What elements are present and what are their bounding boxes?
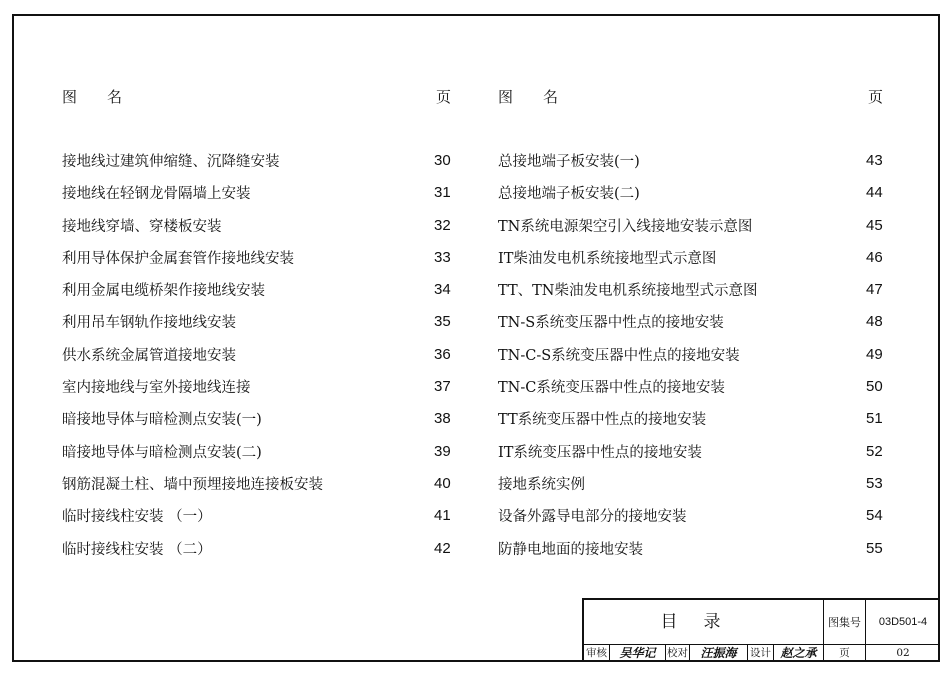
toc-entry-title: 总接地端子板安装(二) — [498, 186, 640, 203]
toc-entry-title: TN-C系统变压器中性点的接地安装 — [498, 380, 725, 397]
check-signature: 汪振海 — [690, 645, 748, 662]
toc-entry-page: 33 — [434, 248, 451, 266]
toc-entry-page: 49 — [866, 345, 883, 363]
toc-entry-page: 30 — [434, 152, 451, 169]
toc-entry-title: 临时接线柱安装 （一） — [62, 509, 212, 526]
toc-entry-title: IT柴油发电机系统接地型式示意图 — [498, 250, 717, 267]
toc-entry-title: 暗接地导体与暗检测点安装(一) — [62, 412, 262, 429]
page-label: 页 — [824, 645, 866, 662]
toc-entry-page: 46 — [866, 248, 883, 266]
toc-entry-page: 48 — [866, 313, 883, 331]
toc-entry-title: TN系统电源架空引入线接地安装示意图 — [498, 218, 753, 235]
toc-entry-page: 53 — [866, 474, 883, 492]
toc-entry-title: 接地线过建筑伸缩缝、沉降缝安装 — [62, 154, 280, 170]
design-signature: 赵之承 — [774, 645, 824, 662]
toc-entry-page: 35 — [434, 313, 451, 331]
toc-entry-title: 暗接地导体与暗检测点安装(二) — [62, 444, 262, 461]
toc-entry-title: 总接地端子板安装(一) — [498, 154, 640, 170]
toc-entry-page: 38 — [434, 410, 451, 428]
toc-entry-title: IT系统变压器中性点的接地安装 — [498, 444, 702, 461]
toc-entry-title: 临时接线柱安装 （二） — [62, 541, 212, 558]
toc-entry-title: 室内接地线与室外接地线连接 — [62, 380, 251, 397]
toc-entry-page: 34 — [434, 281, 451, 299]
toc-entry-title: 利用吊车钢轨作接地线安装 — [62, 315, 236, 332]
page-number: 02 — [896, 647, 910, 659]
toc-entry-page: 39 — [434, 442, 451, 460]
toc-entry-page: 52 — [866, 442, 883, 460]
toc-entry-page: 41 — [434, 507, 451, 525]
toc-entry-page: 37 — [434, 378, 451, 396]
toc-entry-page: 44 — [866, 184, 883, 202]
toc-entry-page: 36 — [434, 345, 451, 363]
toc-entry-page: 55 — [866, 539, 883, 557]
atlas-number-label: 图集号 — [824, 600, 866, 645]
header-name-right: 图名 — [498, 88, 589, 106]
toc-entry-title: 设备外露导电部分的接地安装 — [498, 509, 687, 526]
toc-entry-title: 接地系统实例 — [498, 476, 585, 493]
toc-entry-page: 51 — [866, 410, 883, 428]
atlas-number: 03D501-4 — [866, 600, 940, 645]
title-block — [582, 598, 940, 662]
title-block-title: 目录 — [584, 600, 824, 645]
header-page-left: 页 — [436, 88, 452, 106]
signature-row — [584, 645, 940, 662]
toc-entry-page: 42 — [434, 539, 451, 557]
toc-entry-page: 54 — [866, 507, 883, 525]
toc-entry-page: 32 — [434, 216, 451, 234]
toc-entry-title: 钢筋混凝土柱、墙中预埋接地连接板安装 — [62, 476, 323, 493]
toc-entry-title: TT、TN柴油发电机系统接地型式示意图 — [498, 283, 758, 300]
header-page-right: 页 — [868, 88, 884, 106]
check-label: 校对 — [666, 645, 690, 662]
toc-entry-title: TT系统变压器中性点的接地安装 — [498, 412, 707, 429]
toc-entry-title: TN-S系统变压器中性点的接地安装 — [498, 315, 724, 332]
toc-entry-page: 40 — [434, 474, 451, 492]
toc-entry-title: TN-C-S系统变压器中性点的接地安装 — [498, 347, 740, 364]
toc-entry-page: 50 — [866, 378, 883, 396]
toc-entry-title: 防静电地面的接地安装 — [498, 541, 643, 558]
toc-entry-title: 利用金属电缆桥架作接地线安装 — [62, 283, 265, 300]
toc-entry-page: 47 — [866, 281, 883, 299]
design-label: 设计 — [748, 645, 774, 662]
review-label: 审核 — [584, 645, 610, 662]
toc-entry-page: 45 — [866, 216, 883, 234]
toc-entry-title: 利用导体保护金属套管作接地线安装 — [62, 250, 294, 267]
toc-entry-page: 31 — [434, 184, 451, 202]
review-signature: 吴华记 — [610, 645, 666, 662]
toc-entry-title: 供水系统金属管道接地安装 — [62, 347, 236, 364]
toc-entry-title: 接地线在轻钢龙骨隔墙上安装 — [62, 186, 251, 203]
toc-entry-page: 43 — [866, 152, 883, 169]
drawing-frame — [12, 14, 940, 662]
toc-entry-title: 接地线穿墙、穿楼板安装 — [62, 218, 222, 235]
header-name-left: 图名 — [62, 88, 153, 106]
